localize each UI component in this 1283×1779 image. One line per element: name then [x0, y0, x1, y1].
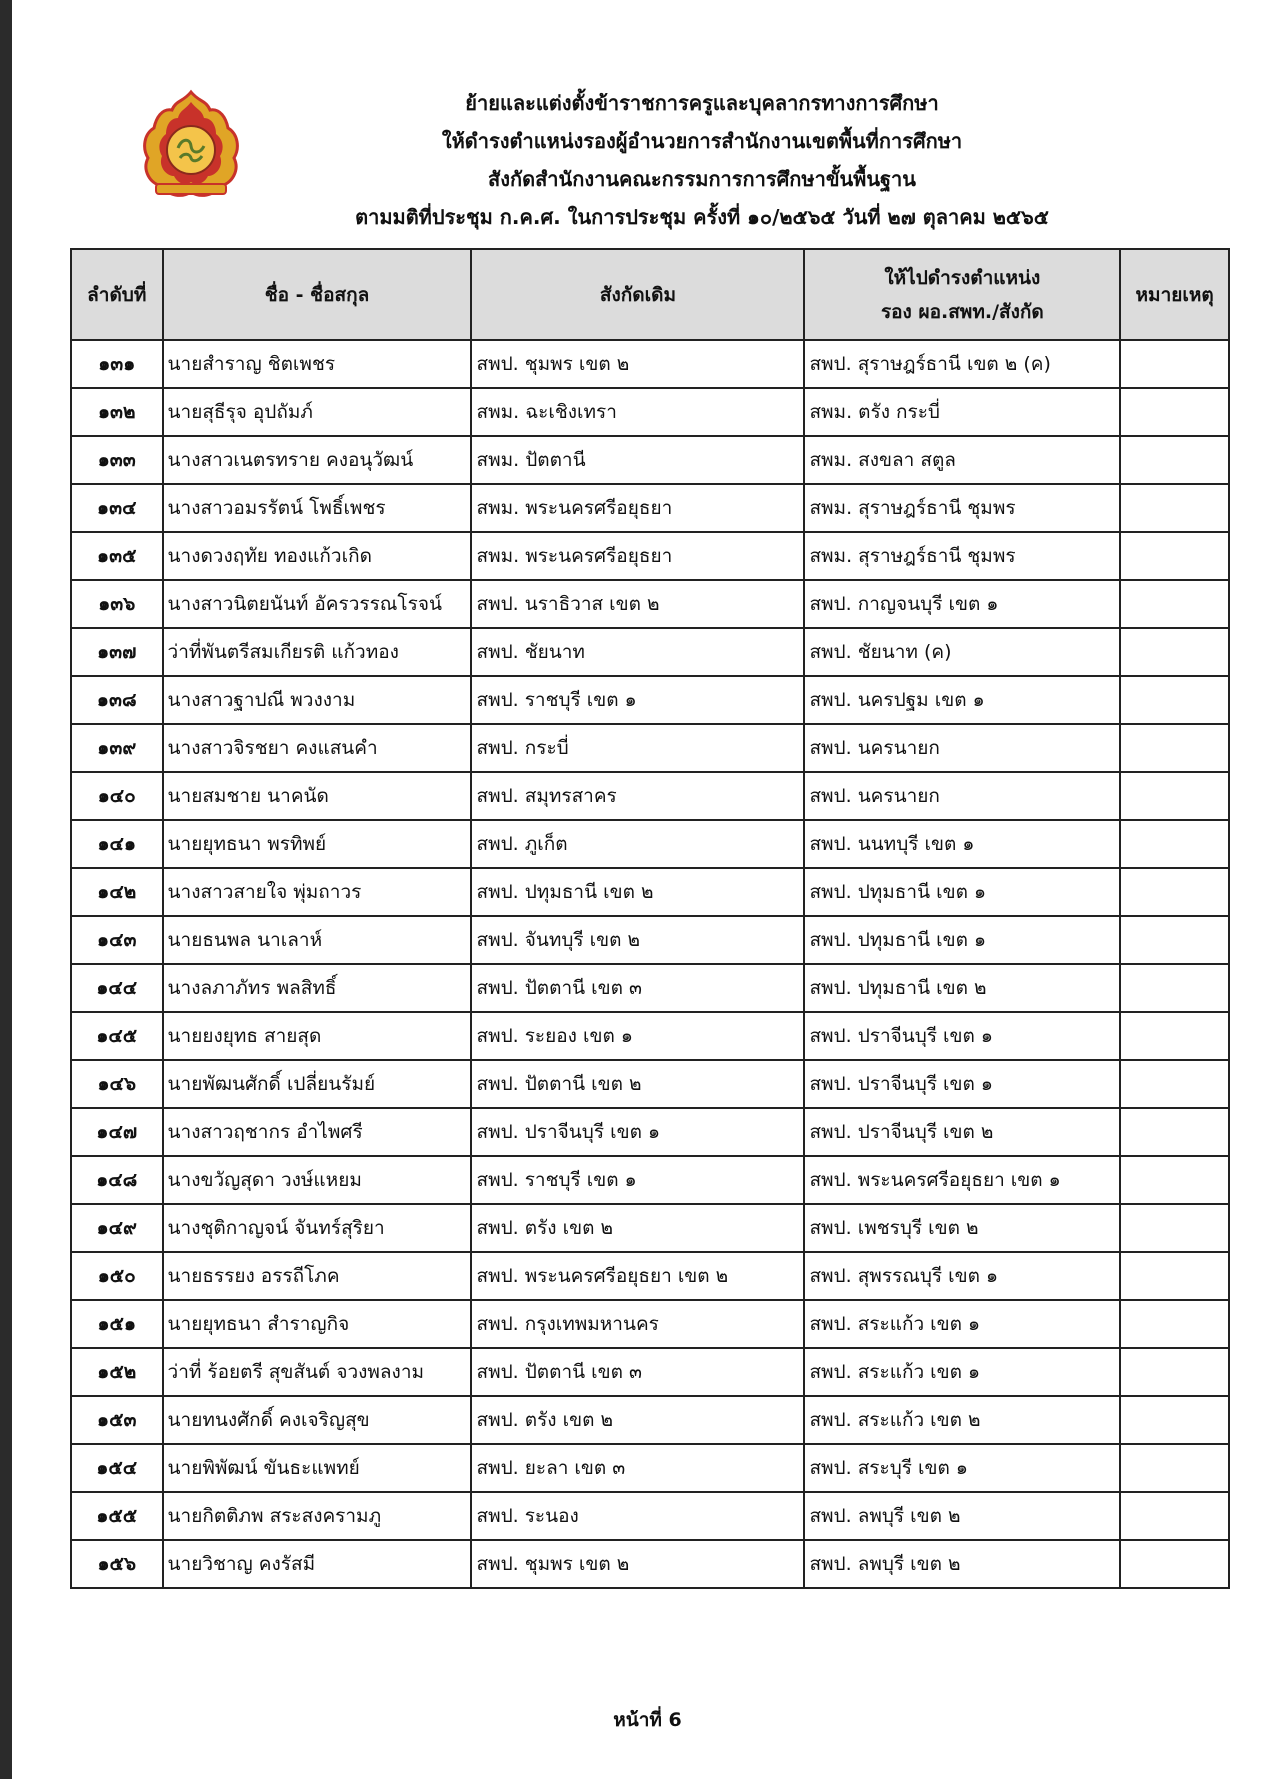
row-target: สพป. กาญจนบุรี เขต ๑: [804, 580, 1120, 628]
header-target-line-1: ให้ไปดำรงตำแหน่ง: [884, 266, 1041, 289]
row-number: ๑๔๓: [71, 916, 163, 964]
row-origin: สพม. พระนครศรีอยุธยา: [471, 484, 804, 532]
row-target: สพป. ลพบุรี เขต ๒: [804, 1492, 1120, 1540]
row-origin: สพป. ปัตตานี เขต ๓: [471, 964, 804, 1012]
table-row: [71, 1300, 1229, 1348]
row-target: สพป. ปทุมธานี เขต ๑: [804, 868, 1120, 916]
row-note: [1120, 484, 1229, 532]
row-target: สพป. ปราจีนบุรี เขต ๒: [804, 1108, 1120, 1156]
row-number: ๑๔๕: [71, 1012, 163, 1060]
row-name: นายสำราญ ชิตเพชร: [163, 340, 472, 388]
row-number: ๑๔๗: [71, 1108, 163, 1156]
row-name: นายวิชาญ คงรัสมี: [163, 1540, 472, 1588]
row-number: ๑๓๔: [71, 484, 163, 532]
row-note: [1120, 436, 1229, 484]
row-name: นางสาวสายใจ พุ่มถาวร: [163, 868, 472, 916]
row-target: สพม. สุราษฎร์ธานี ชุมพร: [804, 484, 1120, 532]
row-name: นางสาวเนตรทราย คงอนุวัฒน์: [163, 436, 472, 484]
row-target: สพป. ปราจีนบุรี เขต ๑: [804, 1012, 1120, 1060]
row-name: นางดวงฤทัย ทองแก้วเกิด: [163, 532, 472, 580]
page-number: หน้าที่ 6: [613, 1709, 682, 1731]
row-target: สพป. ชัยนาท (ค): [804, 628, 1120, 676]
row-name: ว่าที่พันตรีสมเกียรติ แก้วทอง: [163, 628, 472, 676]
row-name: นางขวัญสุดา วงษ์แหยม: [163, 1156, 472, 1204]
header-line-3: สังกัดสำนักงานคณะกรรมการการศึกษาขั้นพื้นฐาน: [488, 167, 916, 191]
row-origin: สพป. ยะลา เขต ๓: [471, 1444, 804, 1492]
row-origin: สพป. ปทุมธานี เขต ๒: [471, 868, 804, 916]
row-number: ๑๔๙: [71, 1204, 163, 1252]
table-row: [71, 1204, 1229, 1252]
row-note: [1120, 388, 1229, 436]
row-note: [1120, 628, 1229, 676]
row-origin: สพป. นราธิวาส เขต ๒: [471, 580, 804, 628]
row-note: [1120, 916, 1229, 964]
row-number: ๑๔๑: [71, 820, 163, 868]
row-origin: สพป. ราชบุรี เขต ๑: [471, 676, 804, 724]
row-number: ๑๕๑: [71, 1300, 163, 1348]
row-note: [1120, 1060, 1229, 1108]
table-row: [71, 1492, 1229, 1540]
row-number: ๑๔๒: [71, 868, 163, 916]
row-target: สพป. นครนายก: [804, 724, 1120, 772]
row-number: ๑๕๕: [71, 1492, 163, 1540]
row-number: ๑๔๐: [71, 772, 163, 820]
row-note: [1120, 340, 1229, 388]
row-name: นายยุทธนา พรทิพย์: [163, 820, 472, 868]
header-note: หมายเหตุ: [1120, 249, 1229, 340]
row-origin: สพม. ปัตตานี: [471, 436, 804, 484]
row-name: ว่าที่ ร้อยตรี สุขสันต์ จวงพลงาม: [163, 1348, 472, 1396]
table-row: [71, 724, 1229, 772]
row-origin: สพป. กรุงเทพมหานคร: [471, 1300, 804, 1348]
table-row: [71, 1540, 1229, 1588]
row-target: สพป. สระแก้ว เขต ๑: [804, 1348, 1120, 1396]
row-target: สพป. นครปฐม เขต ๑: [804, 676, 1120, 724]
row-number: ๑๕๓: [71, 1396, 163, 1444]
row-note: [1120, 1348, 1229, 1396]
row-name: นายยุทธนา สำราญกิจ: [163, 1300, 472, 1348]
header-line-1: ย้ายและแต่งตั้งข้าราชการครูและบุคลากรทางการศึกษา: [465, 91, 939, 115]
table-row: [71, 1396, 1229, 1444]
row-origin: สพม. พระนครศรีอยุธยา: [471, 532, 804, 580]
row-name: นายยงยุทธ สายสุด: [163, 1012, 472, 1060]
row-target: สพม. สุราษฎร์ธานี ชุมพร: [804, 532, 1120, 580]
row-origin: สพป. ชัยนาท: [471, 628, 804, 676]
row-origin: สพป. ตรัง เขต ๒: [471, 1396, 804, 1444]
row-number: ๑๔๖: [71, 1060, 163, 1108]
row-origin: สพป. ชุมพร เขต ๒: [471, 1540, 804, 1588]
row-target: สพป. เพชรบุรี เขต ๒: [804, 1204, 1120, 1252]
row-name: นางลภาภัทร พลสิทธิ์: [163, 964, 472, 1012]
row-number: ๑๔๘: [71, 1156, 163, 1204]
row-name: นายกิตติภพ สระสงครามภู: [163, 1492, 472, 1540]
row-origin: สพป. สมุทรสาคร: [471, 772, 804, 820]
row-target: สพป. นนทบุรี เขต ๑: [804, 820, 1120, 868]
table-row: [71, 820, 1229, 868]
row-number: ๑๓๖: [71, 580, 163, 628]
table-body: [71, 340, 1229, 1588]
row-target: สพป. สระแก้ว เขต ๒: [804, 1396, 1120, 1444]
header-origin: สังกัดเดิม: [471, 249, 804, 340]
row-target: สพป. สุพรรณบุรี เขต ๑: [804, 1252, 1120, 1300]
table-row: [71, 436, 1229, 484]
row-note: [1120, 964, 1229, 1012]
row-number: ๑๓๙: [71, 724, 163, 772]
row-note: [1120, 1396, 1229, 1444]
row-name: นางชุติกาญจน์ จันทร์สุริยา: [163, 1204, 472, 1252]
row-target: สพม. สงขลา สตูล: [804, 436, 1120, 484]
row-target: สพป. นครนายก: [804, 772, 1120, 820]
header-target: [804, 249, 1120, 340]
row-name: นายทนงศักดิ์ คงเจริญสุข: [163, 1396, 472, 1444]
row-name: นายพิพัฒน์ ขันธะแพทย์: [163, 1444, 472, 1492]
row-origin: สพป. จันทบุรี เขต ๒: [471, 916, 804, 964]
row-note: [1120, 676, 1229, 724]
table-row: [71, 340, 1229, 388]
row-target: สพป. ลพบุรี เขต ๒: [804, 1540, 1120, 1588]
row-note: [1120, 1540, 1229, 1588]
table-row: [71, 772, 1229, 820]
row-note: [1120, 772, 1229, 820]
row-target: สพป. ปทุมธานี เขต ๒: [804, 964, 1120, 1012]
row-note: [1120, 532, 1229, 580]
row-origin: สพป. ตรัง เขต ๒: [471, 1204, 804, 1252]
row-number: ๑๕๖: [71, 1540, 163, 1588]
table-row: [71, 964, 1229, 1012]
row-target: สพป. สระแก้ว เขต ๑: [804, 1300, 1120, 1348]
row-number: ๑๓๒: [71, 388, 163, 436]
table-row: [71, 388, 1229, 436]
row-note: [1120, 820, 1229, 868]
row-target: สพม. ตรัง กระบี่: [804, 388, 1120, 436]
row-origin: สพป. ปัตตานี เขต ๒: [471, 1060, 804, 1108]
table-row: [71, 1444, 1229, 1492]
row-number: ๑๓๓: [71, 436, 163, 484]
table-row: [71, 1252, 1229, 1300]
table-row: [71, 532, 1229, 580]
row-origin: สพม. ฉะเชิงเทรา: [471, 388, 804, 436]
row-note: [1120, 1204, 1229, 1252]
row-note: [1120, 1156, 1229, 1204]
document-header: [262, 84, 1142, 236]
table-row: [71, 484, 1229, 532]
table-row: [71, 580, 1229, 628]
row-target: สพป. ปราจีนบุรี เขต ๑: [804, 1060, 1120, 1108]
table-row: [71, 1012, 1229, 1060]
table-row: [71, 1060, 1229, 1108]
table-header-row: [71, 249, 1229, 340]
row-note: [1120, 1444, 1229, 1492]
row-note: [1120, 1012, 1229, 1060]
row-name: นายสมชาย นาคนัด: [163, 772, 472, 820]
row-name: นางสาวฐาปณี พวงงาม: [163, 676, 472, 724]
header-target-line-2: รอง ผอ.สพท./สังกัด: [880, 300, 1044, 323]
row-name: นางสาวนิตยนันท์ อัครวรรณโรจน์: [163, 580, 472, 628]
row-origin: สพป. ระนอง: [471, 1492, 804, 1540]
table-row: [71, 1156, 1229, 1204]
row-target: สพป. ปทุมธานี เขต ๑: [804, 916, 1120, 964]
table-row: [71, 916, 1229, 964]
header-no: ลำดับที่: [71, 249, 163, 340]
row-name: นายสุธีรุจ อุปถัมภ์: [163, 388, 472, 436]
row-name: นายธรรยง อรรถีโภค: [163, 1252, 472, 1300]
header-line-4: ตามมติที่ประชุม ก.ค.ศ. ในการประชุม ครั้งที่ ๑๐/๒๕๖๕ วันที่ ๒๗ ตุลาคม ๒๕๖๕: [355, 205, 1049, 229]
table-row: [71, 868, 1229, 916]
row-number: ๑๕๒: [71, 1348, 163, 1396]
row-name: นายพัฒนศักดิ์ เปลี่ยนรัมย์: [163, 1060, 472, 1108]
row-name: นางสาวจิรชยา คงแสนคำ: [163, 724, 472, 772]
row-note: [1120, 1492, 1229, 1540]
row-number: ๑๔๔: [71, 964, 163, 1012]
row-origin: สพป. ระยอง เขต ๑: [471, 1012, 804, 1060]
table-row: [71, 676, 1229, 724]
row-origin: สพป. กระบี่: [471, 724, 804, 772]
row-note: [1120, 580, 1229, 628]
header-line-2: ให้ดำรงตำแหน่งรองผู้อำนวยการสำนักงานเขตพื้นที่การศึกษา: [441, 129, 963, 153]
row-origin: สพป. ปัตตานี เขต ๓: [471, 1348, 804, 1396]
row-name: นางสาวอมรรัตน์ โพธิ์เพชร: [163, 484, 472, 532]
row-number: ๑๓๘: [71, 676, 163, 724]
ministry-emblem-icon: [136, 88, 246, 200]
row-number: ๑๕๐: [71, 1252, 163, 1300]
row-origin: สพป. ปราจีนบุรี เขต ๑: [471, 1108, 804, 1156]
row-origin: สพป. ภูเก็ต: [471, 820, 804, 868]
row-target: สพป. พระนครศรีอยุธยา เขต ๑: [804, 1156, 1120, 1204]
row-number: ๑๓๗: [71, 628, 163, 676]
row-name: นางสาวฤชากร อำไพศรี: [163, 1108, 472, 1156]
row-origin: สพป. ราชบุรี เขต ๑: [471, 1156, 804, 1204]
table-row: [71, 628, 1229, 676]
table-row: [71, 1108, 1229, 1156]
row-name: นายธนพล นาเลาห์: [163, 916, 472, 964]
row-number: ๑๓๑: [71, 340, 163, 388]
row-note: [1120, 1108, 1229, 1156]
row-note: [1120, 724, 1229, 772]
appointment-table: [70, 248, 1230, 1589]
table-row: [71, 1348, 1229, 1396]
row-target: สพป. สระบุรี เขต ๑: [804, 1444, 1120, 1492]
row-note: [1120, 1300, 1229, 1348]
row-number: ๑๓๕: [71, 532, 163, 580]
row-origin: สพป. พระนครศรีอยุธยา เขต ๒: [471, 1252, 804, 1300]
row-note: [1120, 868, 1229, 916]
row-origin: สพป. ชุมพร เขต ๒: [471, 340, 804, 388]
row-number: ๑๕๔: [71, 1444, 163, 1492]
row-note: [1120, 1252, 1229, 1300]
document-page: [12, 0, 1283, 1779]
header-name: ชื่อ - ชื่อสกุล: [163, 249, 472, 340]
row-target: สพป. สุราษฎร์ธานี เขต ๒ (ค): [804, 340, 1120, 388]
